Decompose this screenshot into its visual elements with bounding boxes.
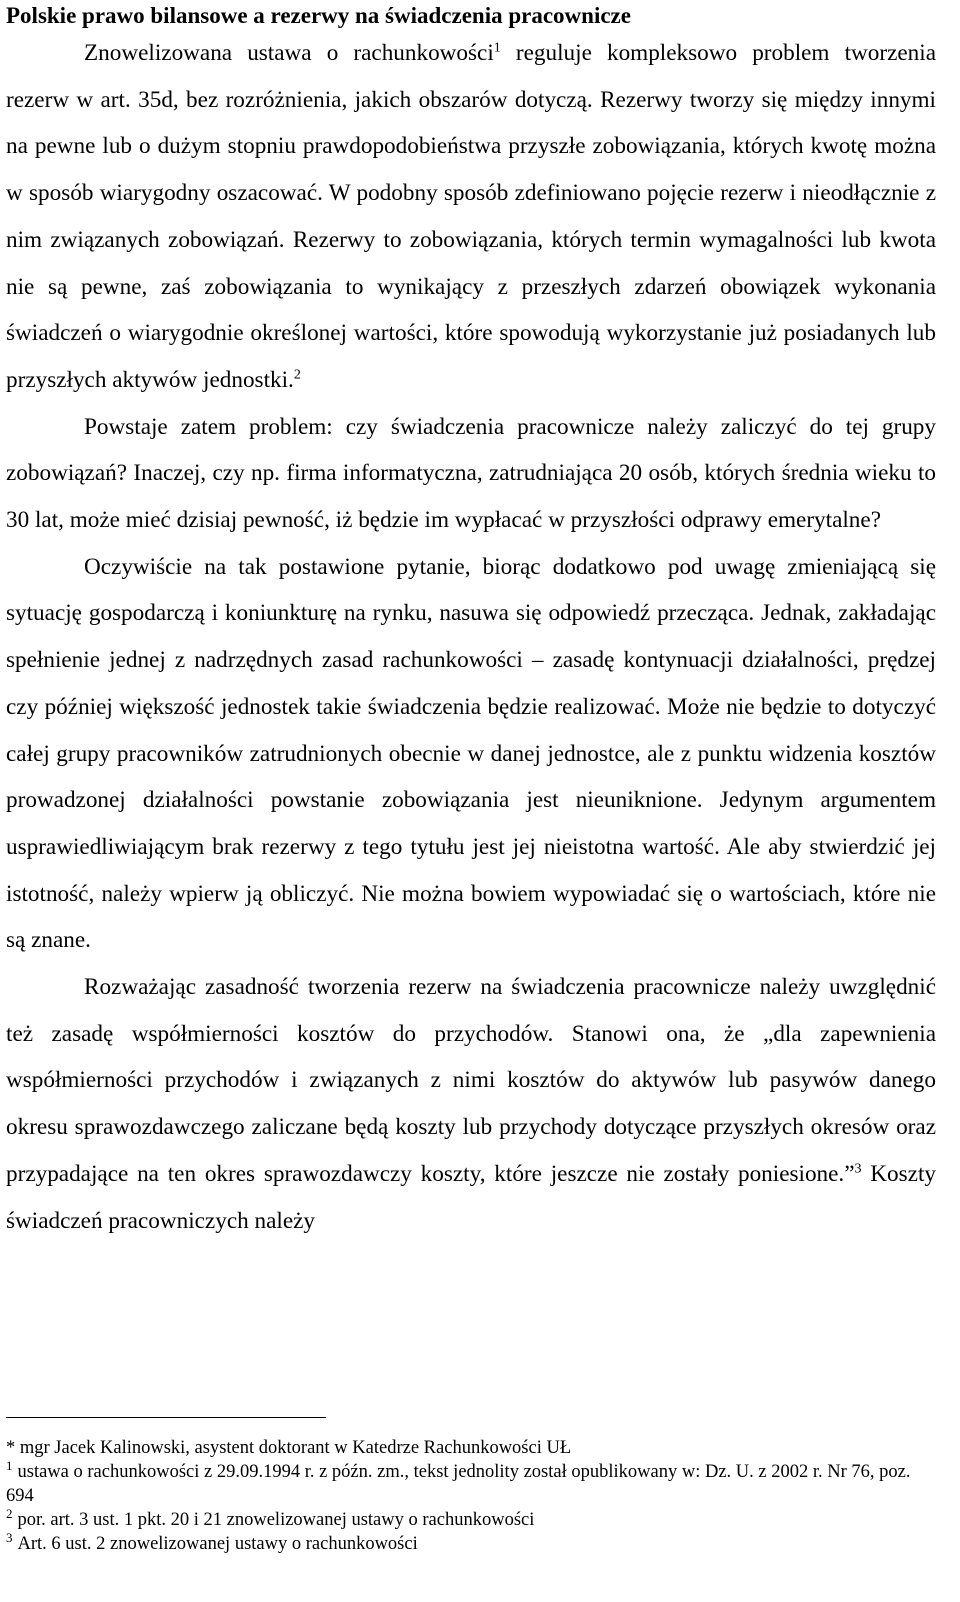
footnote-mark: * <box>6 1438 16 1458</box>
paragraph-4 <box>6 964 936 1244</box>
footnote-mark: 3 <box>6 1529 13 1545</box>
footnote-text: mgr Jacek Kalinowski, asystent doktorant w Katedrze Rachunkowości UŁ <box>19 1438 572 1458</box>
paragraph-2: Powstaje zatem problem: czy świadczenia pracownicze należy zaliczyć do tej grupy zobowiązań? Inaczej, czy np. firma informatyczna, zatrudniająca 20 osób, których średnia wieku to 30 lat, może mieć dzisiaj pewność, iż będzie im wypłacać w przyszłości odprawy emerytalne? <box>6 413 936 534</box>
document-page <box>6 0 936 1244</box>
footnote-1 <box>6 1457 931 1508</box>
footnote-author <box>6 1436 931 1460</box>
paragraph-1 <box>6 30 936 404</box>
footnote-mark: 1 <box>6 1457 13 1473</box>
paragraph-3: Oczywiście na tak postawione pytanie, biorąc dodatkowo pod uwagę zmieniającą się sytuację gospodarczą i koniunkturę na rynku, nasuwa się odpowiedź przecząca. Jednak, zakładając spełnienie jednej z nadrzędnych zasad rachunkowości – zasadę kontynuacji działalności, prędzej czy później większość jednostek takie świadczenia będzie realizować. Może nie będzie to dotyczyć całej grupy pracowników zatrudnionych obecnie w danej jednostce, ale z punktu widzenia kosztów prowadzonej działalności powstanie zobowiązania jest nieuniknione. Jedynym argumentem usprawiedliwiającym brak rezerwy z tego tytułu jest jej nieistotna wartość. Ale aby stwierdzić jej istotność, należy wpierw ją obliczyć. Nie można bowiem wypowiadać się o wartościach, które nie są znane. <box>6 553 936 954</box>
footnote-ref-1[interactable]: 1 <box>493 40 501 56</box>
footnote-3 <box>6 1529 931 1556</box>
paragraph-1-text-b: reguluje kompleksowo problem tworzenia rezerw w art. 35d, bez rozróżnienia, jakich obszarów dotyczą. Rezerwy tworzy się między innymi na pewne lub o dużym stopniu prawdopodobieństwa przyszłe zobowiązania, których kwotę można w sposób wiarygodny oszacować. W podobny sposób zdefiniowano pojęcie rezerw i nieodłącznie z nim związanych zobowiązań. Rezerwy to zobowiązania, których termin wymagalności lub kwota nie są pewne, zaś zobowiązania to wynikający z przeszłych zdarzeń obowiązek wykonania świadczeń o wiarygodnie określonej wartości, które spowodują wykorzystanie już posiadanych lub przyszłych aktywów jednostki. <box>6 40 936 393</box>
footnote-text: ustawa o rachunkowości z 29.09.1994 r. z późn. zm., tekst jednolity został opublikowany w: Dz. U. z 2002 r. Nr 76, poz. 694 <box>6 1462 911 1506</box>
paragraph-1-text-a: Znowelizowana ustawa o rachunkowości <box>84 40 494 66</box>
paragraph-4-text-a: Rozważając zasadność tworzenia rezerw na świadczenia pracownicze należy uwzględnić też zasadę współmierności kosztów do przychodów. Stanowi ona, że „dla zapewnienia współmierności przychodów i związanych z nimi kosztów do aktywów lub pasywów danego okresu sprawozdawczego zaliczane będą koszty lub przychody dotyczące przyszłych okresów oraz przypadające na ten okres sprawozdawczy koszty, które jeszcze nie zostały poniesione.” <box>6 974 936 1187</box>
footnote-text: Art. 6 ust. 2 znowelizowanej ustawy o rachunkowości <box>17 1534 418 1554</box>
footnote-mark: 2 <box>6 1505 13 1521</box>
footnote-ref-3[interactable]: 3 <box>854 1161 862 1177</box>
footnote-2 <box>6 1505 931 1532</box>
paragraph-4-text-b: Koszty świadczeń pracowniczych należy <box>6 1160 936 1234</box>
footnotes <box>6 1436 931 1556</box>
footnote-ref-2[interactable]: 2 <box>293 367 301 383</box>
footnote-text: por. art. 3 ust. 1 pkt. 20 i 21 znowelizowanej ustawy o rachunkowości <box>17 1510 535 1530</box>
footnote-separator <box>6 1417 326 1418</box>
document-title: Polskie prawo bilansowe a rezerwy na świadczenia pracownicze <box>6 3 631 28</box>
